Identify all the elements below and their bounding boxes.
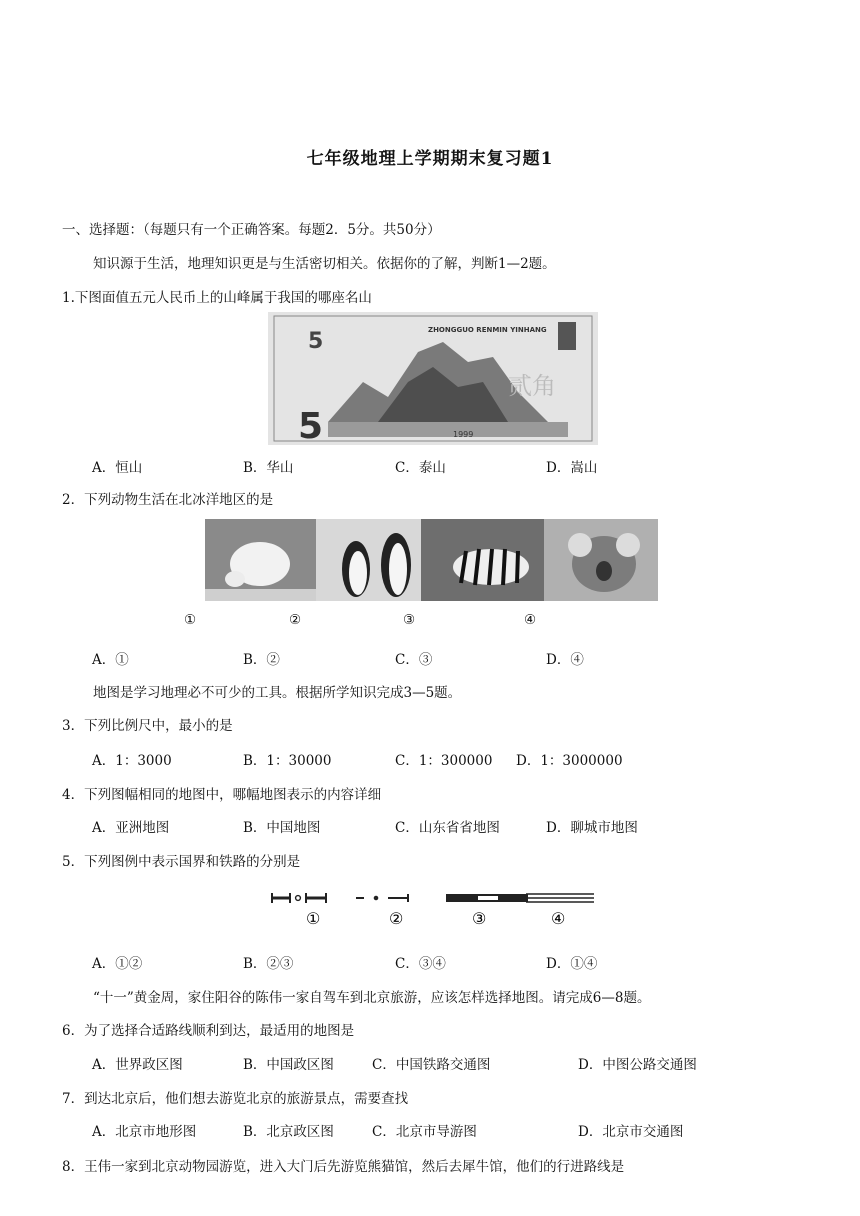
q4-option-a: A．亚洲地图 — [92, 820, 170, 836]
question-4: 4．下列图幅相同的地图中，哪幅地图表示的内容详细 — [62, 787, 382, 803]
q2-option-c: C．③ — [395, 652, 433, 668]
page-title: 七年级地理上学期期末复习题1 — [306, 149, 554, 169]
q5-option-d: D．①④ — [546, 956, 598, 972]
banknote-image — [268, 312, 598, 445]
legend-label-1: ① — [306, 909, 321, 928]
q3-option-b: B．1：30000 — [243, 753, 332, 769]
q2-option-d: D．④ — [546, 652, 584, 668]
banknote-numeral-top: 5 — [308, 329, 324, 354]
question-7: 7．到达北京后，他们想去游览北京的旅游景点，需要查找 — [62, 1091, 409, 1107]
polar-bear-image — [205, 519, 316, 601]
q5-option-c: C．③④ — [395, 956, 446, 972]
q6-option-d: D．中图公路交通图 — [578, 1057, 697, 1073]
q6-option-c: C．中国铁路交通图 — [372, 1057, 491, 1073]
q6-option-a: A．世界政区图 — [92, 1057, 183, 1073]
banknote-numeral-bottom: 5 — [298, 406, 324, 445]
question-8: 8．王伟一家到北京动物园游览，进入大门后先游览熊猫馆，然后去犀牛馆，他们的行进路线是 — [62, 1159, 625, 1175]
question-5: 5．下列图例中表示国界和铁路的分别是 — [62, 854, 301, 870]
animal-label-1: ① — [184, 612, 197, 628]
q1-option-a: A．恒山 — [92, 460, 143, 476]
legend-double-line-symbol — [526, 894, 594, 902]
q1-option-c: C．泰山 — [395, 460, 446, 476]
question-3: 3．下列比例尺中，最小的是 — [62, 718, 233, 734]
legend-dotdash-symbol — [356, 894, 408, 902]
question-6: 6．为了选择合适路线顺利到达，最适用的地图是 — [62, 1023, 355, 1039]
question-1: 1.下图面值五元人民币上的山峰属于我国的哪座名山 — [62, 290, 372, 306]
q3-option-a: A．1：3000 — [92, 753, 172, 769]
q5-option-b: B．②③ — [243, 956, 294, 972]
legend-border-symbol — [272, 893, 326, 903]
q2-option-a: A．① — [92, 652, 129, 668]
q4-option-c: C．山东省省地图 — [395, 820, 500, 836]
banknote-watermark: 贰角 — [508, 372, 556, 400]
legend-label-3: ③ — [472, 909, 487, 928]
legend-label-2: ② — [389, 909, 404, 928]
q3-option-c: C．1：300000 — [395, 753, 493, 769]
animal-label-4: ④ — [524, 612, 537, 628]
banknote-year: 1999 — [453, 430, 474, 439]
map-legend-symbols — [268, 886, 598, 930]
koala-image — [544, 519, 658, 601]
q7-option-d: D．北京市交通图 — [578, 1124, 684, 1140]
q4-option-b: B．中国地图 — [243, 820, 321, 836]
intro-text-1: 知识源于生活，地理知识更是与生活密切相关。依据你的了解，判断1—2题。 — [93, 256, 556, 272]
q7-option-b: B．北京政区图 — [243, 1124, 334, 1140]
animal-label-3: ③ — [403, 612, 416, 628]
intro-text-3: “十一”黄金周，家住阳谷的陈伟一家自驾车到北京旅游，应该怎样选择地图。请完成6—8题。 — [93, 990, 651, 1006]
question-2: 2．下列动物生活在北冰洋地区的是 — [62, 492, 274, 508]
q6-option-b: B．中国政区图 — [243, 1057, 334, 1073]
q2-option-b: B．② — [243, 652, 280, 668]
q4-option-d: D．聊城市地图 — [546, 820, 638, 836]
banknote-top-text: ZHONGGUO RENMIN YINHANG — [428, 326, 547, 334]
intro-text-2: 地图是学习地理必不可少的工具。根据所学知识完成3—5题。 — [93, 685, 462, 701]
q7-option-a: A．北京市地形图 — [92, 1124, 197, 1140]
legend-label-4: ④ — [551, 909, 566, 928]
legend-railway-symbol — [446, 894, 528, 902]
penguin-image — [316, 519, 421, 601]
animal-label-2: ② — [289, 612, 302, 628]
section-header: 一、选择题：（每题只有一个正确答案。每题2．5分。共50分） — [62, 222, 441, 238]
q5-option-a: A．①② — [92, 956, 143, 972]
q3-option-d: D．1：3000000 — [516, 753, 623, 769]
q1-option-d: D．嵩山 — [546, 460, 598, 476]
q7-option-c: C．北京市导游图 — [372, 1124, 477, 1140]
zebra-image — [421, 519, 544, 601]
q1-option-b: B．华山 — [243, 460, 294, 476]
